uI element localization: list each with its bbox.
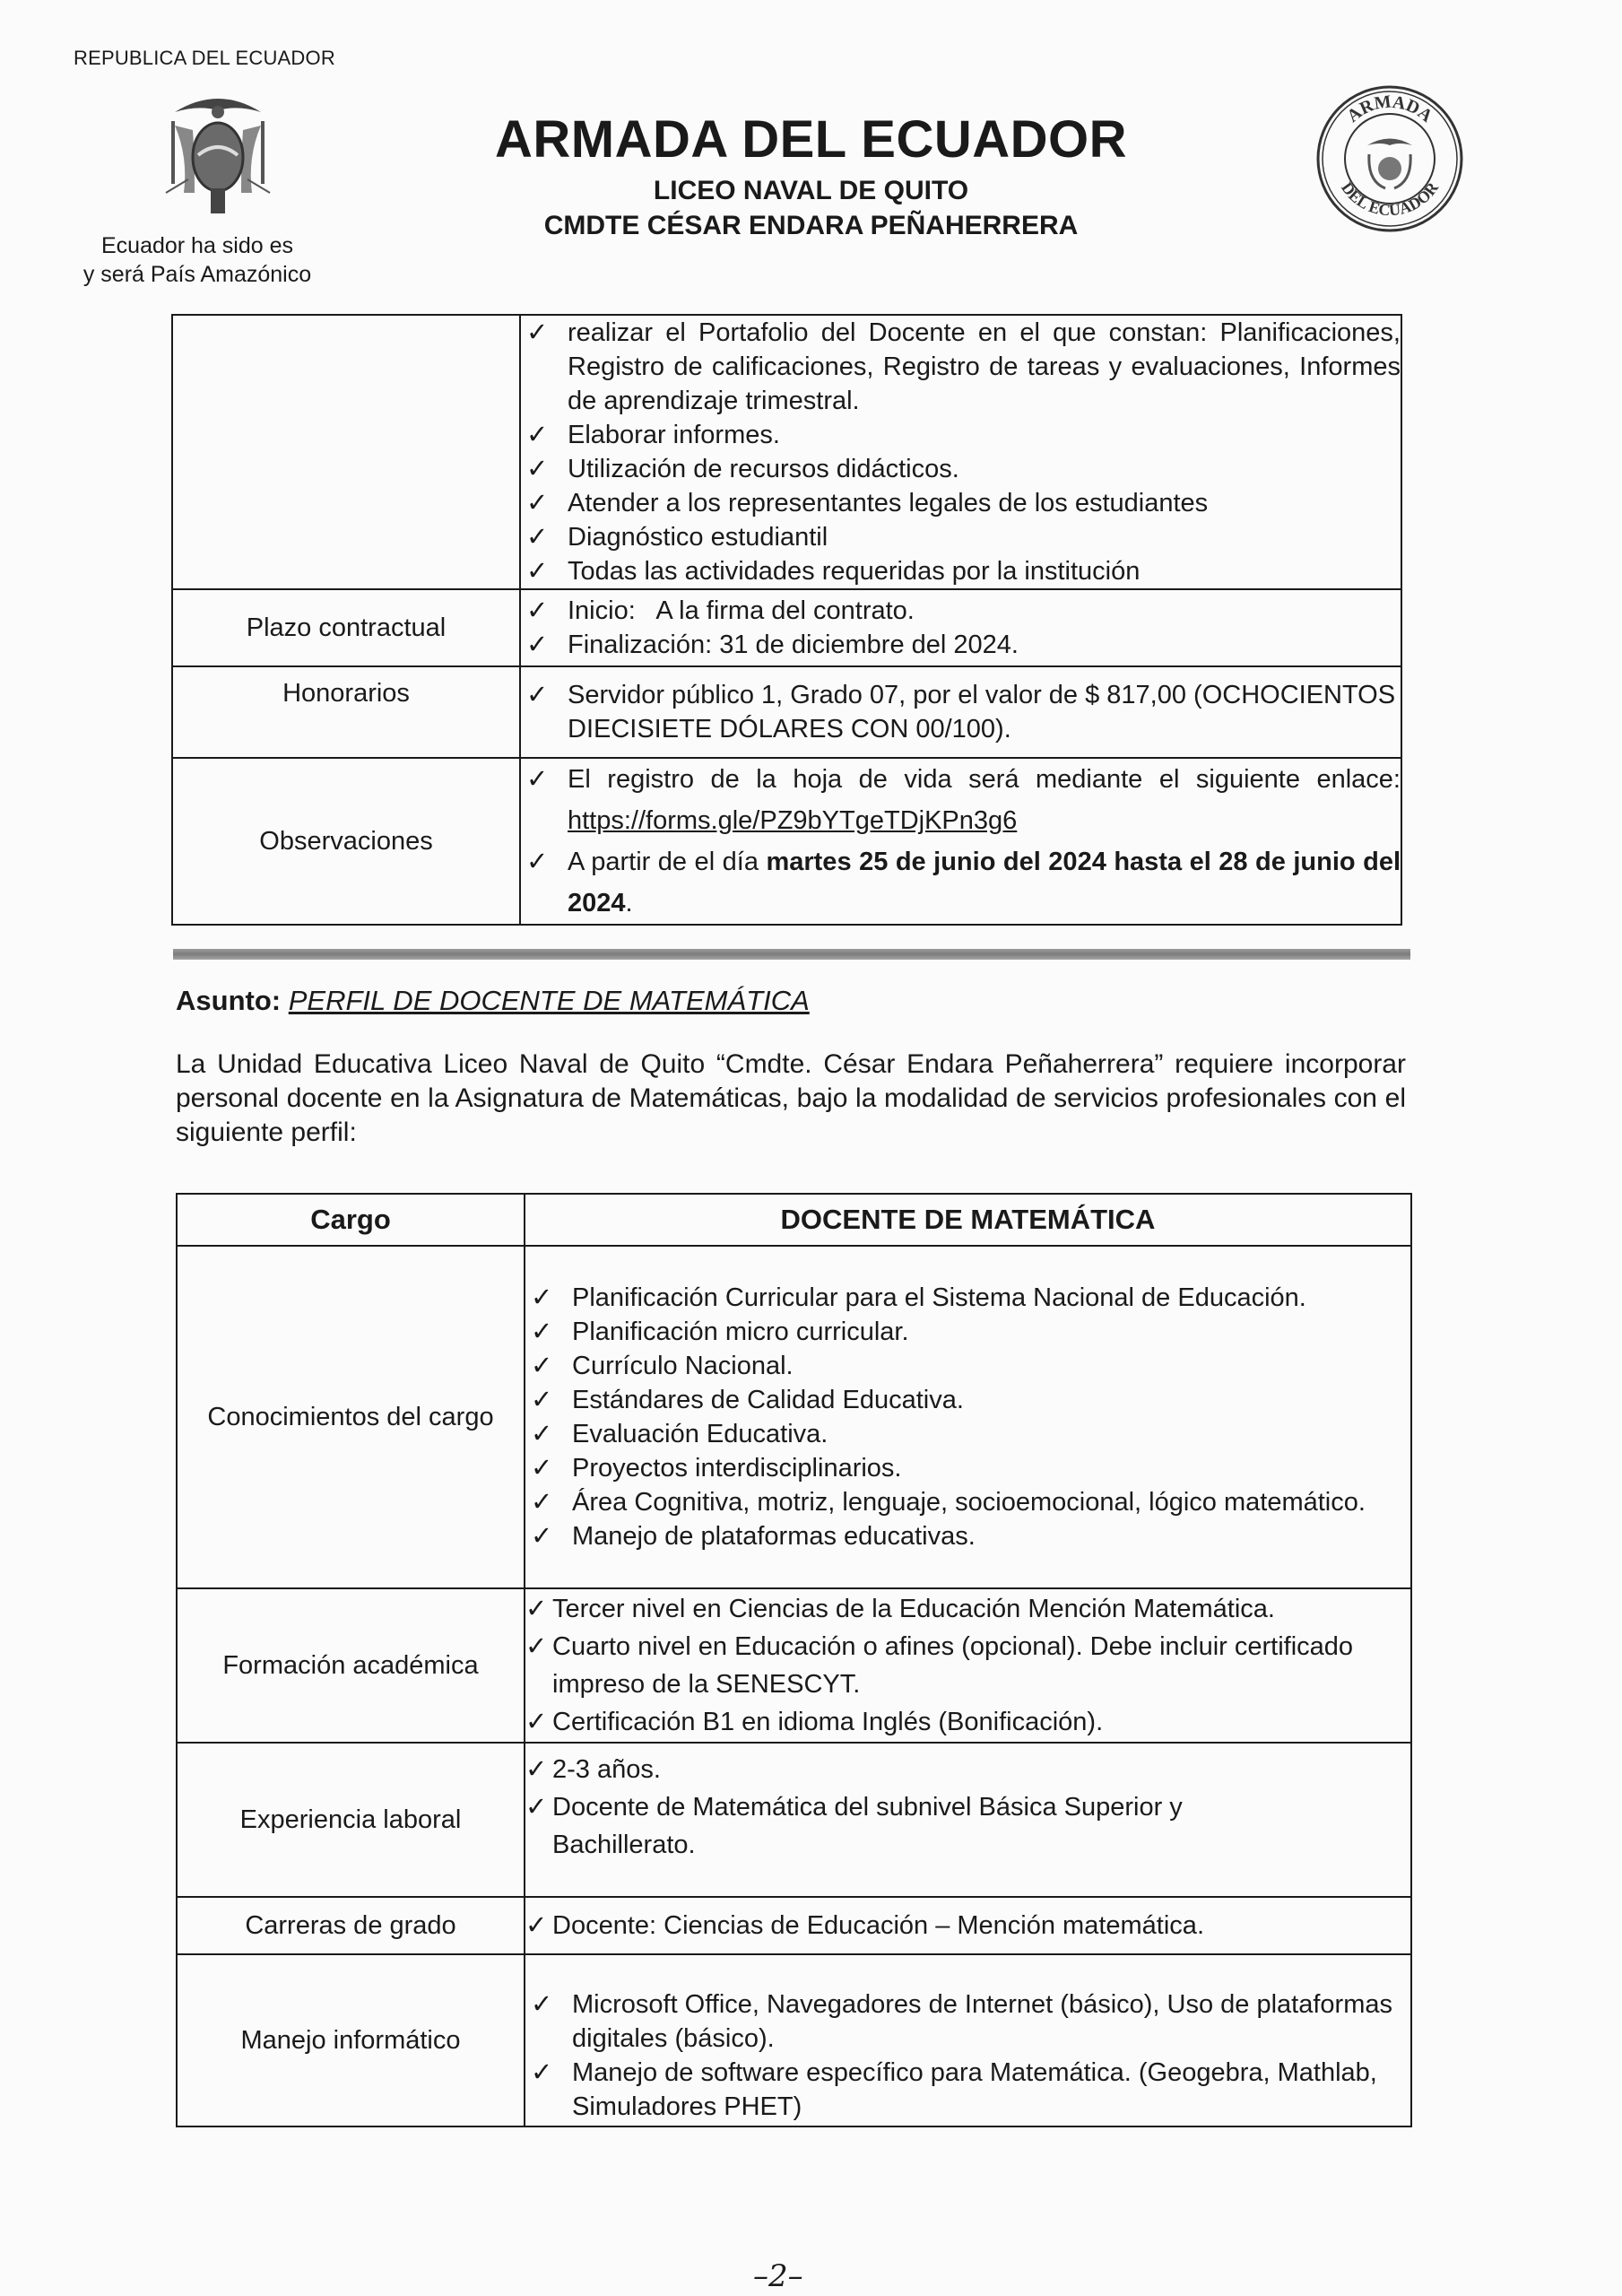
list-item: ✓ Manejo de plataformas educativas. (525, 1519, 1410, 1553)
check-icon: ✓ (525, 1632, 548, 1661)
list-item: ✓ El registro de la hoja de vida será mediante el siguiente enlace: https://forms.gle/PZ9bYTgeTDjKPn3g6 (521, 759, 1401, 841)
subject-line (176, 985, 810, 1017)
check-icon: ✓ (526, 596, 549, 625)
table-header-row (177, 1194, 1411, 1246)
table-row (172, 758, 1401, 925)
list-item: ✓ Certificación B1 en idioma Inglés (Bonificación). (525, 1703, 1410, 1741)
check-icon: ✓ (531, 1522, 553, 1551)
row-label: Observaciones (172, 758, 520, 925)
list-item: ✓ 2-3 años. (525, 1751, 1410, 1788)
institution-name: LICEO NAVAL DE QUITO (653, 176, 969, 205)
check-icon: ✓ (526, 523, 549, 552)
list-item: ✓ Planificación micro curricular. (525, 1315, 1410, 1349)
section-divider (173, 949, 1410, 960)
check-icon: ✓ (526, 318, 549, 347)
check-icon: ✓ (526, 631, 549, 659)
list-item: ✓ Planificación Curricular para el Sistema Nacional de Educación. (525, 1281, 1410, 1315)
intro-paragraph: La Unidad Educativa Liceo Naval de Quito “Cmdte. César Endara Peñaherrera” requiere incorporar personal docente en la Asignatura de Matemáticas, bajo la modalidad de servicios profesionales con el siguiente perfil: (176, 1049, 1406, 1147)
row-values (520, 666, 1401, 758)
list-item: ✓ Tercer nivel en Ciencias de la Educación Mención Matemática. (525, 1590, 1410, 1628)
row-label: Conocimientos del cargo (177, 1246, 525, 1588)
check-icon: ✓ (525, 1595, 548, 1623)
check-icon: ✓ (526, 557, 549, 586)
list-item: ✓ realizar el Portafolio del Docente en el que constan: Planificaciones, Registro de calificaciones, Registro de tareas y evaluaciones, Informes de aprendizaje trimestral. (521, 316, 1401, 418)
check-icon: ✓ (526, 765, 549, 794)
row-values (520, 758, 1401, 925)
check-list (521, 316, 1401, 588)
check-icon: ✓ (526, 681, 549, 709)
table-row (177, 1588, 1411, 1743)
duties-table (171, 314, 1402, 926)
list-item: ✓ Estándares de Calidad Educativa. (525, 1383, 1410, 1417)
list-item: ✓ Elaborar informes. (521, 418, 1401, 452)
check-icon: ✓ (525, 1793, 548, 1822)
table-row (177, 1246, 1411, 1588)
table-row (172, 666, 1401, 758)
list-item: ✓ Área Cognitiva, motriz, lenguaje, socioemocional, lógico matemático. (525, 1485, 1410, 1519)
row-label (172, 315, 520, 589)
row-values (525, 1588, 1411, 1743)
list-item: ✓ Todas las actividades requeridas por la institución (521, 554, 1401, 588)
check-icon: ✓ (531, 1454, 553, 1483)
row-label: Plazo contractual (172, 589, 520, 666)
motto-line-1: Ecuador ha sido es (100, 233, 294, 258)
list-item: ✓ Diagnóstico estudiantil (521, 520, 1401, 554)
motto-line-2: y será País Amazónico (82, 262, 312, 287)
list-item: ✓ Docente de Matemática del subnivel Básica Superior y Bachillerato. (525, 1788, 1410, 1864)
check-icon: ✓ (531, 1488, 553, 1517)
table-row (177, 1743, 1411, 1897)
list-item: ✓ Manejo de software específico para Matemática. (Geogebra, Mathlab, Simuladores PHET) (525, 2056, 1410, 2124)
check-icon: ✓ (531, 2058, 553, 2087)
armada-del-ecuador-seal-icon (1314, 83, 1466, 235)
check-icon: ✓ (531, 1318, 553, 1346)
check-icon: ✓ (526, 455, 549, 483)
check-icon: ✓ (526, 489, 549, 517)
check-icon: ✓ (531, 1420, 553, 1448)
list-item: ✓ Docente: Ciencias de Educación – Mención matemática. (525, 1909, 1410, 1943)
check-icon: ✓ (525, 1708, 548, 1736)
row-values (525, 1954, 1411, 2126)
subject-label: Asunto: (176, 985, 282, 1016)
check-icon: ✓ (531, 1283, 553, 1312)
row-values (520, 315, 1401, 589)
subject-value: PERFIL DE DOCENTE DE MATEMÁTICA (288, 985, 810, 1016)
application-dates: martes 25 de junio del 2024 hasta el 28 de junio del 2024 (568, 848, 1401, 918)
list-item: ✓ Evaluación Educativa. (525, 1417, 1410, 1451)
list-item: ✓ Microsoft Office, Navegadores de Internet (básico), Uso de plataformas digitales (básico). (525, 1987, 1410, 2056)
row-label: Experiencia laboral (177, 1743, 525, 1897)
check-icon: ✓ (531, 1386, 553, 1414)
list-item: ✓ Atender a los representantes legales de los estudiantes (521, 486, 1401, 520)
table-row (177, 1954, 1411, 2126)
list-item: ✓ Currículo Nacional. (525, 1349, 1410, 1383)
svg-text:DEL ECUADOR: DEL ECUADOR (1337, 178, 1443, 220)
check-icon: ✓ (525, 1755, 548, 1784)
registration-form-link[interactable]: https://forms.gle/PZ9bYTgeTDjKPn3g6 (568, 806, 1018, 835)
check-icon: ✓ (531, 1990, 553, 2019)
check-list (521, 594, 1401, 662)
row-label: Manejo informático (177, 1954, 525, 2126)
list-item: ✓ Servidor público 1, Grado 07, por el valor de $ 817,00 (OCHOCIENTOS DIECISIETE DÓLARES CON 00/100). (521, 678, 1401, 746)
check-list (525, 1281, 1410, 1553)
list-item: ✓ Finalización: 31 de diciembre del 2024. (521, 628, 1401, 662)
table-row (172, 315, 1401, 589)
row-label: Honorarios (172, 666, 520, 758)
row-values (525, 1246, 1411, 1588)
list-item: ✓ Proyectos interdisciplinarios. (525, 1451, 1410, 1485)
page-title: ARMADA DEL ECUADOR (495, 110, 1127, 169)
row-values (520, 589, 1401, 666)
check-list (521, 759, 1401, 924)
table-row (172, 589, 1401, 666)
table-row (177, 1897, 1411, 1954)
check-list (525, 1590, 1410, 1741)
row-label: Carreras de grado (177, 1897, 525, 1954)
row-values (525, 1743, 1411, 1897)
check-icon: ✓ (531, 1352, 553, 1380)
list-item: ✓ Cuarto nivel en Educación o afines (opcional). Debe incluir certificado impreso de la SENESCYT. (525, 1628, 1410, 1703)
check-icon: ✓ (526, 421, 549, 449)
check-list (525, 1987, 1410, 2124)
check-list (521, 678, 1401, 746)
check-icon: ✓ (525, 1911, 548, 1940)
check-icon: ✓ (526, 848, 549, 876)
column-header-position: DOCENTE DE MATEMÁTICA (525, 1194, 1411, 1246)
list-item: ✓ Utilización de recursos didácticos. (521, 452, 1401, 486)
list-item: ✓ Inicio: A la firma del contrato. (521, 594, 1401, 628)
check-list (525, 1909, 1410, 1943)
country-label: REPUBLICA DEL ECUADOR (74, 47, 335, 69)
list-item: ✓ A partir de el día martes 25 de junio del 2024 hasta el 28 de junio del 2024. (521, 841, 1401, 924)
page-number: –2– (753, 2258, 803, 2294)
row-label: Formación académica (177, 1588, 525, 1743)
svg-text:ARMADA: ARMADA (1343, 91, 1436, 126)
row-values (525, 1897, 1411, 1954)
profile-table (176, 1193, 1412, 2127)
check-list (525, 1751, 1410, 1864)
institution-subtitle: CMDTE CÉSAR ENDARA PEÑAHERRERA (543, 211, 1079, 240)
column-header-cargo: Cargo (177, 1194, 525, 1246)
